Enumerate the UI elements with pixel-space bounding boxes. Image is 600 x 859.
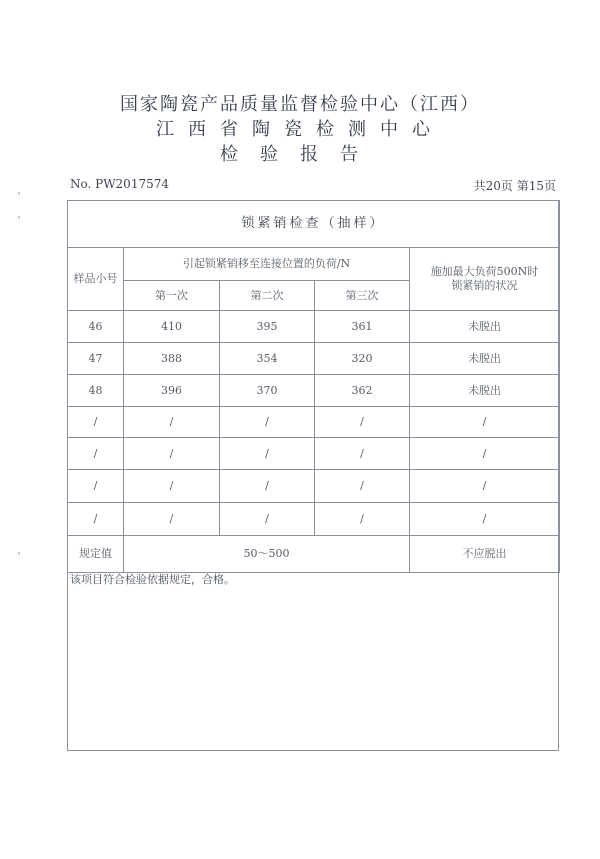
pin-status: 未脱出 — [410, 375, 560, 407]
trial-1-value: 396 — [124, 375, 220, 407]
scan-speck — [18, 216, 20, 219]
scan-speck — [18, 552, 20, 555]
table-row — [68, 311, 560, 343]
col-max-load-header: 施加最大负荷500N时锁紧销的状况 — [410, 248, 560, 311]
trial-3-value: 361 — [315, 311, 410, 343]
table-row — [68, 470, 560, 503]
spec-label: 规定值 — [68, 536, 124, 573]
spec-row — [68, 536, 560, 573]
trial-3-value: 320 — [315, 343, 410, 375]
trial-3-value: 362 — [315, 375, 410, 407]
sample-id: 48 — [68, 375, 124, 407]
table-title: 锁紧销检查（抽样） — [68, 201, 560, 248]
trial-1-value: / — [124, 470, 220, 503]
trial-2-value: / — [220, 503, 315, 536]
trial-2-value: 354 — [220, 343, 315, 375]
pin-status: / — [410, 438, 560, 470]
report-header — [0, 92, 600, 167]
pin-status: 未脱出 — [410, 311, 560, 343]
report-title: 检验报告 — [220, 144, 380, 165]
trial-3-value: / — [315, 407, 410, 438]
report-number: No. PW2017574 — [70, 177, 169, 191]
trial-2-value: 370 — [220, 375, 315, 407]
trial-1-value: / — [124, 407, 220, 438]
sample-id: 46 — [68, 311, 124, 343]
table-row — [68, 407, 560, 438]
locking-pin-table — [67, 200, 560, 573]
table-row — [68, 375, 560, 407]
sample-id: / — [68, 438, 124, 470]
table-title-row — [68, 201, 560, 248]
trial-2-value: 395 — [220, 311, 315, 343]
center-name-provincial: 江西省陶瓷检测中心 — [156, 119, 444, 140]
trial-1-value: / — [124, 503, 220, 536]
trial-2-value: / — [220, 470, 315, 503]
sample-id: / — [68, 470, 124, 503]
spec-range: 50～500 — [124, 536, 410, 573]
pin-status: / — [410, 470, 560, 503]
col-trial-2: 第二次 — [220, 281, 315, 311]
conclusion-text: 该项目符合检验依据规定，合格。 — [70, 573, 235, 586]
pin-status: / — [410, 407, 560, 438]
trial-1-value: / — [124, 438, 220, 470]
trial-2-value: / — [220, 407, 315, 438]
trial-1-value: 388 — [124, 343, 220, 375]
trial-3-value: / — [315, 438, 410, 470]
center-name-national: 国家陶瓷产品质量监督检验中心（江西） — [120, 94, 480, 115]
scan-speck — [18, 192, 20, 195]
table-row — [68, 503, 560, 536]
trial-1-value: 410 — [124, 311, 220, 343]
pin-status: 未脱出 — [410, 343, 560, 375]
pin-status: / — [410, 503, 560, 536]
trial-3-value: / — [315, 470, 410, 503]
col-trial-3: 第三次 — [315, 281, 410, 311]
trial-2-value: / — [220, 438, 315, 470]
sample-id: / — [68, 503, 124, 536]
trial-3-value: / — [315, 503, 410, 536]
table-row — [68, 343, 560, 375]
page-counter: 共20页 第15页 — [473, 179, 556, 193]
table-row — [68, 438, 560, 470]
sample-id: 47 — [68, 343, 124, 375]
sample-id: / — [68, 407, 124, 438]
col-trial-1: 第一次 — [124, 281, 220, 311]
col-load-group-header: 引起锁紧销移至连接位置的负荷/N — [124, 248, 410, 281]
spec-status: 不应脱出 — [410, 536, 560, 573]
col-sample-header: 样品小号 — [68, 248, 124, 311]
header-row-1 — [68, 248, 560, 281]
